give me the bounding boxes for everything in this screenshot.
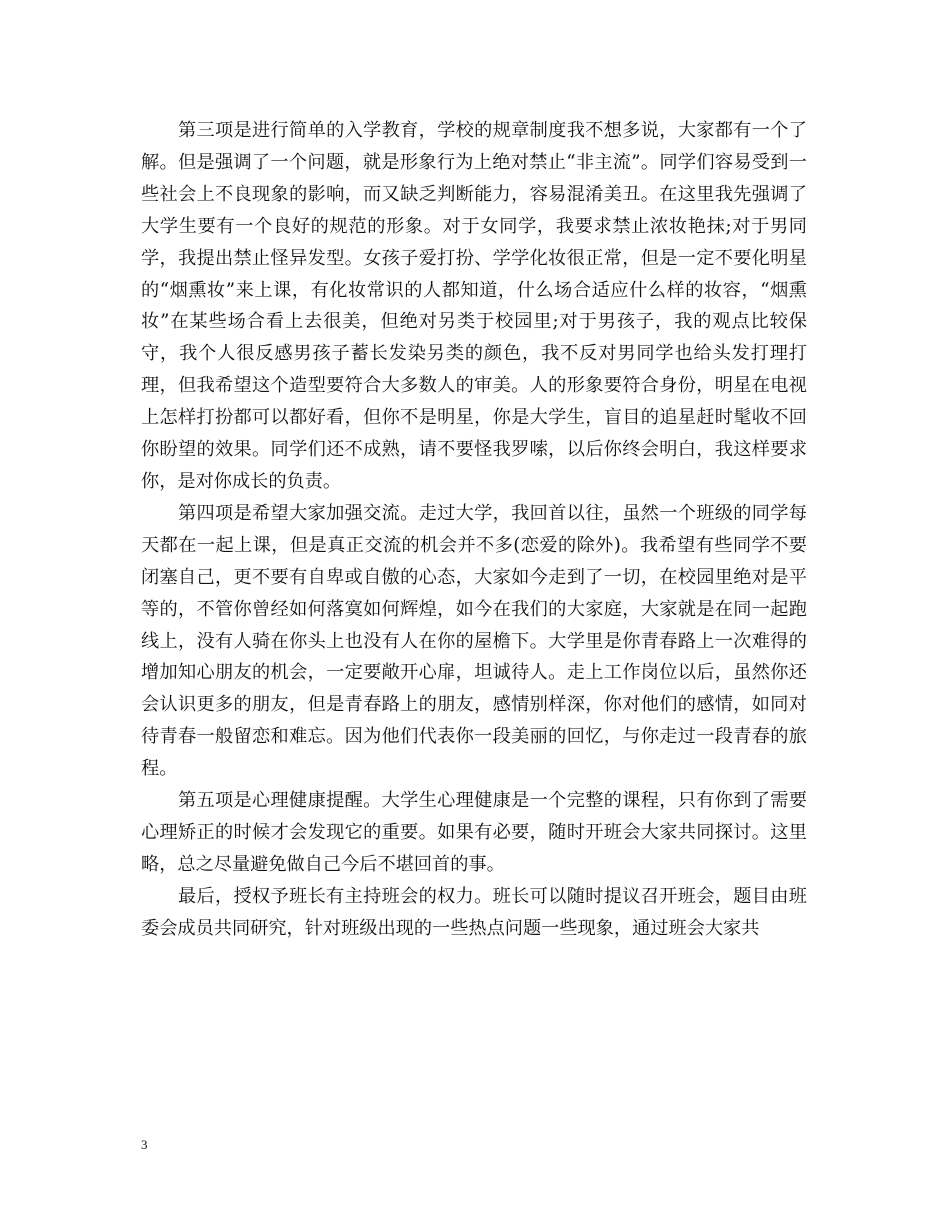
document-body: [141, 115, 807, 945]
paragraph-3: 第五项是心理健康提醒。大学生心理健康是一个完整的课程，只有你到了需要心理矫正的时候才会发现它的重要。如果有必要，随时开班会大家共同探讨。这里略，总之尽量避免做自己今后不堪回首的事。: [141, 790, 807, 875]
page-number: 3: [141, 1137, 148, 1152]
paragraph-4: 最后，授权予班长有主持班会的权力。班长可以随时提议召开班会，题目由班委会成员共同研究，针对班级出现的一些热点问题一些现象，通过班会大家共: [141, 885, 807, 939]
paragraph-2: 第四项是希望大家加强交流。走过大学，我回首以往，虽然一个班级的同学每天都在一起上课，但是真正交流的机会并不多(恋爱的除外)。我希望有些同学不要闭塞自己，更不要有自卑或自傲的心态，大家如今走到了一切，在校园里绝对是平等的，不管你曾经如何落寞如何辉煌，如今在我们的大家庭，大家就是在同一起跑线上，没有人骑在你头上也没有人在你的屋檐下。大学里是你青春路上一次难得的增加知心朋友的机会，一定要敞开心扉，坦诚待人。走上工作岗位以后，虽然你还会认识更多的朋友，但是青春路上的朋友，感情别样深，你对他们的感情，如同对待青春一般留恋和难忘。因为他们代表你一段美丽的回忆，与你走过一段青春的旅程。: [141, 502, 807, 780]
paragraph-1: 第三项是进行简单的入学教育，学校的规章制度我不想多说，大家都有一个了解。但是强调了一个问题，就是形象行为上绝对禁止“非主流”。同学们容易受到一些社会上不良现象的影响，而又缺乏判断能力，容易混淆美丑。在这里我先强调了大学生要有一个良好的规范的形象。对于女同学，我要求禁止浓妆艳抹;对于男同学，我提出禁止怪异发型。女孩子爱打扮、学学化妆很正常，但是一定不要化明星的“烟熏妆”来上课，有化妆常识的人都知道，什么场合适应什么样的妆容，“烟熏妆”在某些场合看上去很美，但绝对另类于校园里;对于男孩子，我的观点比较保守，我个人很反感男孩子蓄长发染另类的颜色，我不反对男同学也给头发打理打理，但我希望这个造型要符合大多数人的审美。人的形象要符合身份，明星在电视上怎样打扮都可以都好看，但你不是明星，你是大学生，盲目的追星赶时髦收不回你盼望的效果。同学们还不成熟，请不要怪我罗嗦，以后你终会明白，我这样要求你，是对你成长的负责。: [141, 120, 807, 492]
